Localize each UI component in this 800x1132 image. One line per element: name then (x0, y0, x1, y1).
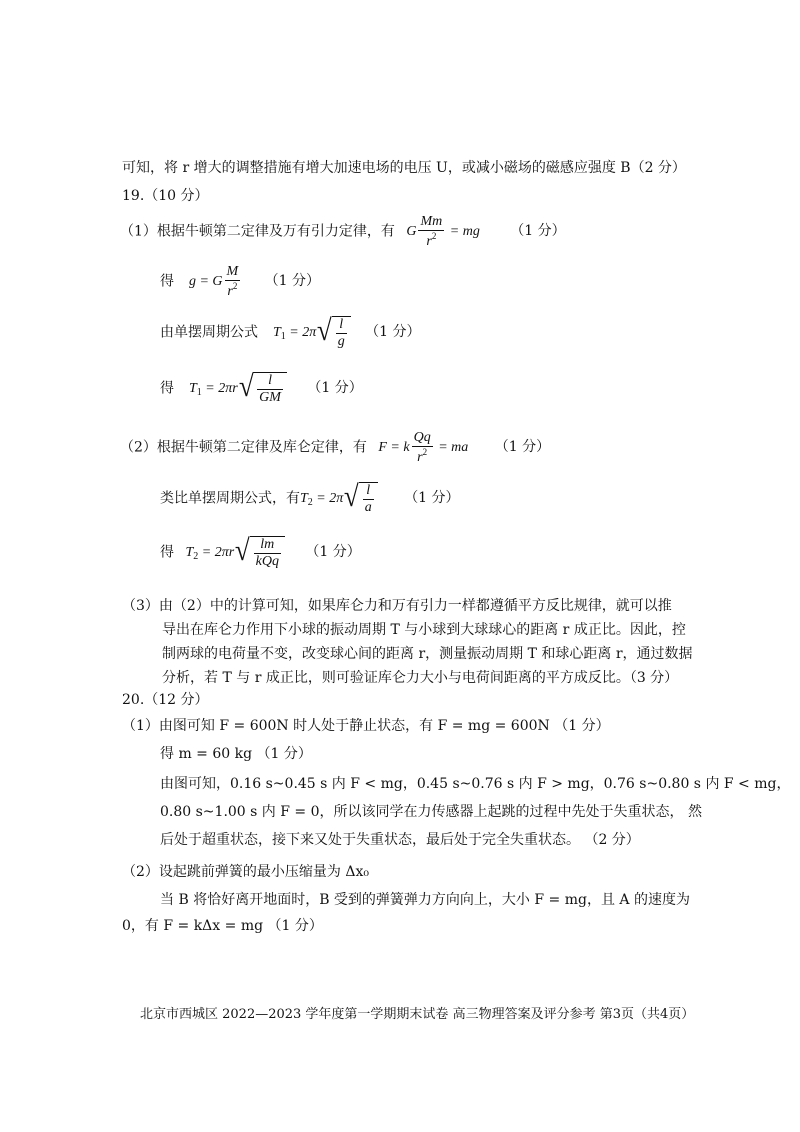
score: （1 分） (365, 324, 421, 341)
formula-g: g = G $\frac{M}{r^2}$ (178, 264, 239, 300)
formula-gravity: G $\frac{Mm}{r^2}$ = mg (399, 214, 480, 250)
prefix: 类比单摆周期公式，有 (160, 490, 300, 507)
formula-t1-result: $T_1 = 2\pi r$ √ $\frac{l}{GM}$ (178, 381, 286, 396)
q19-p1-line2 (160, 264, 320, 300)
q20-p1-line1: （1）由图可知 F = 600N 时人处于静止状态，有 F = mg = 600N （1 分） (122, 718, 610, 734)
q19-p1-line3 (160, 316, 421, 350)
q20-p1-line2: 得 m = 60 kg （1 分） (160, 746, 312, 762)
q19-p3-line3: 制两球的电荷量不变，改变球心间的距离 r，测量振动周期 T 和球心距离 r，通过数据 (162, 646, 693, 662)
q19-p3-line4: 分析，若 T 与 r 成正比，则可验证库仑力大小与电荷间距离的平方成反比。（3 分） (162, 670, 679, 686)
prefix: 得 (160, 380, 174, 397)
score: （1 分） (305, 544, 361, 561)
formula-t1: $T_1 = 2\pi$ √ $\frac{l}{g}$ (262, 325, 350, 340)
q20-p1-line5: 后处于超重状态，接下来又处于失重状态，最后处于完全失重状态。 （2 分） (160, 832, 640, 848)
prefix: 得 (160, 544, 174, 561)
q19-p3-line2: 导出在库仑力作用下小球的振动周期 T 与小球到大球球心的距离 r 成正比。因此，控 (162, 622, 686, 638)
q20-header: 20.（12 分） (122, 692, 209, 708)
q20-p1-line3: 由图可知，0.16 s~0.45 s 内 F < mg，0.45 s~0.76 s 内 F > mg，0.76 s~0.80 s 内 F < mg， (160, 776, 791, 792)
formula-coulomb: F = k $\frac{Qq}{r^2}$ = ma (371, 430, 469, 466)
q19-p2-line2 (160, 482, 460, 516)
score: （1 分） (404, 490, 460, 507)
q20-p2-line3: 0，有 F = kΔx = mg （1 分） (122, 918, 323, 934)
q19-header: 19.（10 分） (122, 188, 209, 204)
q19-p1-line1 (120, 214, 566, 250)
intro-line: 可知，将 r 增大的调整措施有增大加速电场的电压 U，或减小磁场的磁感应强度 B（2 分） (122, 160, 686, 176)
q20-p2-line2: 当 B 将恰好离开地面时，B 受到的弹簧弹力方向向上，大小 F = mg，且 A 的速度为 (160, 892, 690, 908)
page-footer: 北京市西城区 2022—2023 学年度第一学期期末试卷 高三物理答案及评分参考 第3页（共4页） (140, 1007, 695, 1022)
q19-p2-line1 (120, 430, 550, 466)
q20-p1-line4: 0.80 s~1.00 s 内 F = 0，所以该同学在力传感器上起跳的过程中先处于失重状态， 然 (160, 804, 702, 820)
q20-p2-line1: （2）设起跳前弹簧的最小压缩量为 Δx₀ (122, 864, 369, 880)
score: （1 分） (264, 273, 320, 290)
q19-p2-text: （2）根据牛顿第二定律及库仑定律，有 (120, 439, 367, 456)
formula-t2: $T_2 = 2\pi$ √ $\frac{l}{a}$ (300, 491, 378, 506)
prefix: 由单摆周期公式 (160, 324, 258, 341)
q19-p2-line3 (160, 536, 361, 570)
formula-t2-result: $T_2 = 2\pi r$ √ $\frac{lm}{\text{kQq}}$ (178, 545, 285, 560)
q19-p3-line1: （3）由（2）中的计算可知，如果库仑力和万有引力一样都遵循平方反比规律，就可以推 (122, 598, 672, 614)
q19-p1-text: （1）根据牛顿第二定律及万有引力定律，有 (120, 223, 395, 240)
prefix: 得 (160, 273, 174, 290)
score: （1 分） (510, 223, 566, 240)
score: （1 分） (307, 380, 363, 397)
score: （1 分） (494, 439, 551, 456)
q19-p1-line4 (160, 372, 363, 406)
